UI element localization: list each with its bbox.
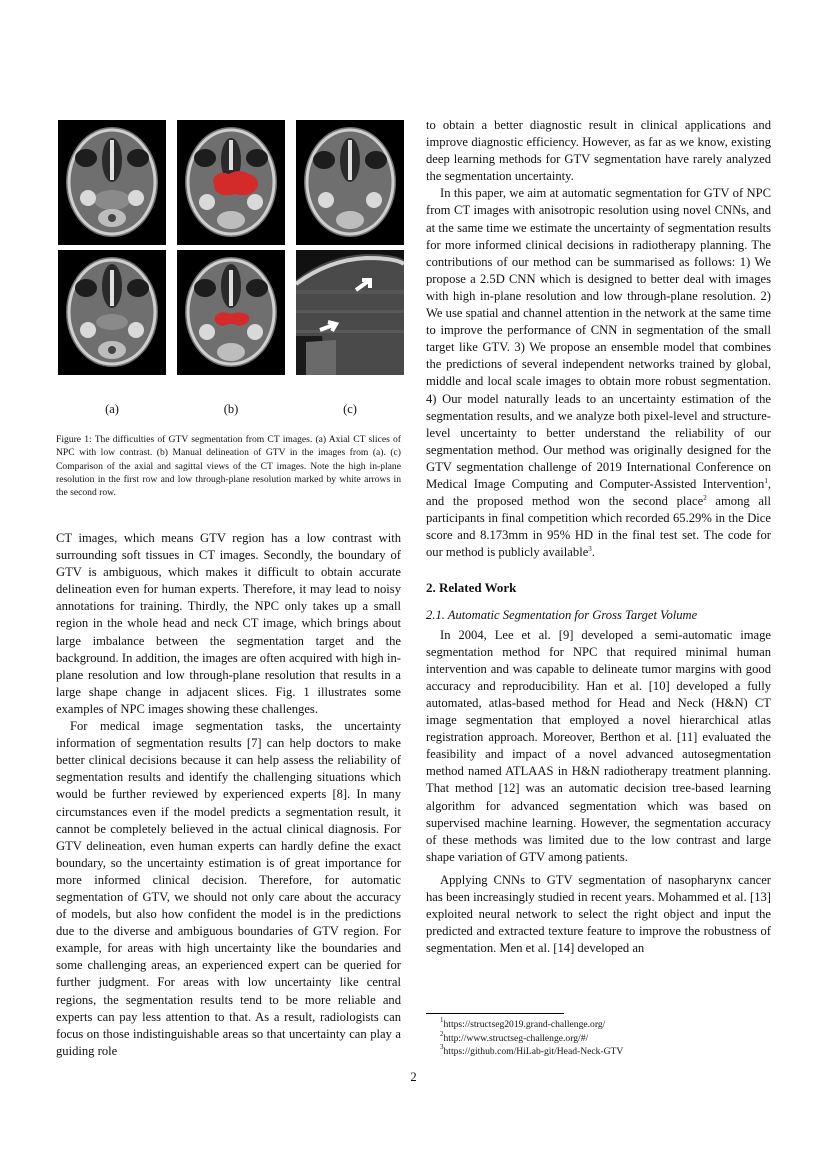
text-span: , and the proposed method won the second place [426, 476, 771, 509]
footnote-mark: 2 [440, 1029, 444, 1038]
footnote-link[interactable]: http://www.structseg-challenge.org/#/ [443, 1032, 589, 1044]
ct-sagittal-image-c2 [296, 250, 404, 375]
text-span: among all participants in final competition which recorded 65.29% in the Dice score and 8.173mm in 95% HD in the final test set. The code for our method is publicly available [426, 494, 771, 560]
footnote [426, 1045, 771, 1059]
page-number: 2 [410, 1070, 417, 1084]
footnote-mark: 1 [440, 1016, 444, 1024]
footnote [426, 1018, 771, 1032]
subsection-heading: 2.1. Automatic Segmentation for Gross Target Volume [426, 607, 698, 622]
ct-axial-image-b2 [177, 250, 285, 375]
text-span: In this paper, we aim at automatic segmentation for GTV of NPC from CT images with anisotropic resolution using novel CNNs, and at the same time we estimate the uncertainty of segmentation results for more informed clinical decisions in radiotherapy planning. The contributions of our method can be summarised as follows: 1) We propose a 2.5D CNN which is designed to better deal with images with high in-plane resolution and low through-plane resolution. 2) We use spatial and channel attention in the network at the same time to improve the performance of CNN in segmentation of the small target like GTV. 3) We propose an ensemble model that combines the predictions of several independent networks trained by global, middle and local scale images to obtain more robust segmentation. 4) Our model naturally leads to an uncertainty estimation of the segmentation results, and we analyze both pixel-level and structure-level uncertainty to better understand the reliability of our segmentation method. Our method was originally designed for the GTV segmentation challenge of 2019 International Conference on Medical Image Computing and Computer-Assisted Intervention [426, 186, 771, 491]
paragraph: CT images, which means GTV region has a low contrast with surrounding soft tissues in CT images. Secondly, the boundary of GTV is ambiguous, which makes it difficult to obtain accurate delineation even for human experts. Therefore, it may lead to noisy annotations for training. Thirdly, the NPC only takes up a small region in the whole head and neck CT image, which brings about large imbalance between the segmentation target and the background. In addition, the images are often acquired with high in-plane resolution and low through-plane resolution that results in a large shape change in adjacent slices. Fig. 1 illustrates some examples of NPC images showing these challenges. [56, 531, 401, 716]
footnote-link[interactable]: https://structseg2019.grand-challenge.org/ [443, 1019, 606, 1030]
paragraph: In 2004, Lee et al. [9] developed a semi-automatic image segmentation method for NPC that required minimal human intervention and was capable to delineate tumor margins with good accuracy and reproducibility. Han et al. [10] developed a fully automated, atlas-based method for Head and Neck (H&N) CT image segmentation that employed a novel hierarchical atlas registration approach. Moreover, Berthon et al. [11] evaluated the feasibility and impact of a novel advanced autosegmentation method named ATLAAS in H&N radiotherapy treatment planning. That method [12] was an automatic decision tree-based learning algorithm for advanced segmentation which was based on supervised machine learning. However, the segmentation accuracy of these methods was limited due to the low contrast and large shape variation of GTV among patients. [426, 627, 771, 864]
footnote-mark: 3 [440, 1043, 444, 1051]
ct-axial-image-c1 [296, 120, 404, 245]
left-column [56, 530, 401, 1060]
subfigure-label-c: (c) [343, 402, 357, 416]
ct-axial-image-a2 [58, 250, 166, 375]
ct-axial-image-b1 [177, 120, 285, 245]
paragraph: to obtain a better diagnostic result in clinical applications and improve diagnostic efficiency. However, as far as we know, existing deep learning methods for GTV segmentation have rarely analyzed the segmentation uncertainty. [426, 118, 771, 184]
section-heading: 2. Related Work [426, 580, 517, 596]
footnote [426, 1029, 771, 1046]
paragraph-contributions [426, 185, 771, 561]
subfigure-label-b: (b) [223, 402, 239, 416]
ct-axial-image-a1 [58, 120, 166, 245]
paragraph: Applying CNNs to GTV segmentation of nasopharynx cancer has been increasingly studied in recent years. Mohammed et al. [13] exploited neural network to select the right object and input the predicted and extracted texture feature to improve the robustness of segmentation. Men et al. [14] developed an [426, 872, 771, 956]
footnote-mark: 2 [703, 494, 707, 503]
footnote-mark: 1 [764, 476, 768, 485]
subfigure-label-a: (a) [105, 402, 119, 416]
footnote-divider [426, 1013, 564, 1014]
footnote-link[interactable]: https://github.com/HiLab-git/Head-Neck-GTV [443, 1046, 624, 1057]
paragraph: For medical image segmentation tasks, the uncertainty information of segmentation results [7] can help doctors to make better clinical decisions because it can help assess the reliability of segmentation results and identify the challenging situations which would be further reviewed by experienced experts [8]. In many circumstances even if the model predicts a segmentation result, it cannot be completely believed in the actual clinical diagnosis. For GTV delineation, even human experts can hardly define the exact boundary, so the uncertainty estimation is of great importance for more informed clinical decision. Therefore, for automatic segmentation of GTV, we should not only care about the accuracy of models, but also how confident the model is in the predictions due to the diverse and ambiguous boundaries of GTV region. For example, for areas with high uncertainty like the boundaries and some challenging areas, an experienced expert can be queried for further judgment. For areas with low uncertainty like central regions, the segmentation results tend to be more reliable and experts can pay less attention to that. As a result, radiologists can focus on those indistinguishable areas so that uncertainty can play a guiding role [56, 719, 401, 1058]
footnotes [426, 1013, 771, 1059]
figure-caption: Figure 1: The difficulties of GTV segmentation from CT images. (a) Axial CT slices of NPC with low contrast. (b) Manual delineation of GTV in the images from (a). (c) Comparison of the axial and sagittal views of the CT images. Note the high in-plane resolution in the first row and low through-plane resolution marked by white arrows in the second row. [56, 434, 401, 499]
text-span: . [591, 545, 595, 560]
gtv-overlay [215, 312, 250, 326]
footnote-mark: 3 [588, 545, 592, 554]
right-column [426, 117, 771, 957]
